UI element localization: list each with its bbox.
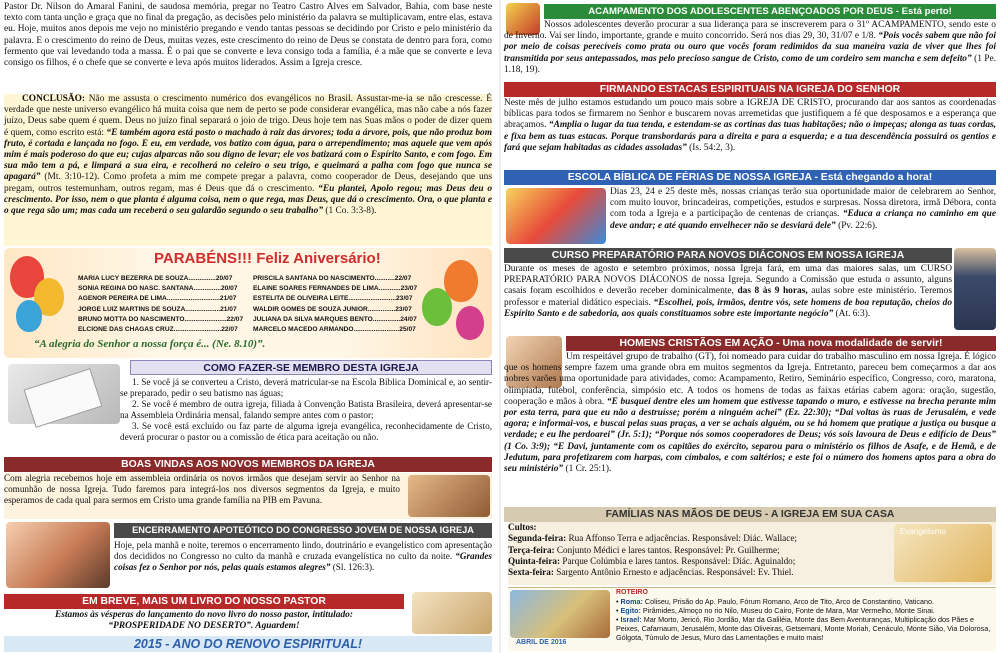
intro-text: Pastor Dr. Nilson do Amaral Fanini, de saudosa memória, pregar no Teatro Castro Alves em Salvador, Bahia, com base neste texto com tanta unção e graça que no final da pregação, as decisões pelo ministério da palavra se multiplicavam, entre elas, estava eu. Hoje, muitos anos depois me vejo no ministério pregando e vendo tantas pessoas se decidindo por Cristo e pelo ministério da palavra. E o crescimento do reino de Deus, muitas vezes, este crescimento do reino de Deus se constata de dentro para fora, como fermento que vai levedando toda a massa. É o pai que se converte e leva consigo toda a família, é a mãe que se converte e leva consigo os filhos, é o chefe que se converte e leva após muitos liderados. Assim a Igreja cresce. bbox=[4, 2, 492, 69]
conclusao-quote-2: “Eu plantei, Apolo regou; mas Deus deu o crescimento. Por isso, nem o que planta é alguma coisa, nem o que rega, mas Deus, que dá o crescimento. Ora, o que planta e o que rega são um; mas cada um receberá o seu galardão segundo o seu trabalho” bbox=[4, 183, 493, 217]
birthday-row bbox=[78, 294, 428, 304]
diaconos-header: CURSO PREPARATÓRIO PARA NOVOS DIÁCONOS EM NOSSA IGREJA bbox=[504, 248, 952, 263]
intro-block bbox=[4, 2, 492, 92]
estacas-text: Neste mês de julho estamos estudando um pouco mais sobre a IGREJA DE CRISTO, procurando dar aos santos as coordenadas bíblicas para todos se firmarem no Senhor e buscarem novas arremetidas que justifiquem a fé que desposamos e a esperança que abraçamos. bbox=[504, 98, 996, 131]
birthday-entry: ELAINE SOARES FERNANDES DE LIMA............23/07 bbox=[253, 285, 418, 293]
diaconos-text: Durante os meses de agosto e setembro próximos, nossa Igreja fará, em uma das maiores salas, um CURSO PREPARATÓRIO PARA NOVOS DIÁCONOS de nossa Igreja. Segundo a Comissão que estuda o assunto, alguns casais foram escolhidos e deverão receber dominicalmente, bbox=[504, 264, 952, 297]
conclusao-block bbox=[4, 94, 492, 246]
right-column bbox=[504, 0, 1000, 653]
estacas-header: FIRMANDO ESTACAS ESPIRITUAIS NA IGREJA DO SENHOR bbox=[504, 82, 996, 97]
conclusao-quote-1: “E também agora está posto o machado à raiz das árvores; toda a árvore, pois, que não produz bom fruto, é cortada e lançada no fogo. E eu, em verdade, vos batizo com água, para o arrependimento; mas aquele que vem após mim é mais poderoso do que eu; cujas alparcas não sou digno de levar; ele vos batizará com o Espírito Santo, e com fogo. Em sua mão tem a pá, e limpará a sua eira, e recolherá no celeiro o seu trigo, e queimará a palha com fogo que nunca se apagará” bbox=[4, 127, 492, 183]
birthday-title: PARABÉNS!!! Feliz Aniversário! bbox=[154, 250, 381, 267]
book-icon bbox=[412, 592, 492, 634]
roteiro-item: • Israel: Mar Morto, Jericó, Rio Jordão, Mar da Galiléia, Monte das Bem Aventuranças, Multiplicação dos Pães e Peixes, Cafarnaum, Jerusalém, Monte das Oliveiras, Getsemani, Monte Moriah, Cenáculo, Monte Sião, Via Dolorosa, Gólgota, Túmulo de Jesus, Muro das Lamentações e muito mais! bbox=[616, 615, 991, 642]
birthday-entry: SONIA REGINA DO NASC. SANTANA...............20/07 bbox=[78, 285, 238, 293]
homens-block bbox=[504, 352, 996, 508]
estacas-ref: (Is. 54:2, 3). bbox=[689, 142, 736, 153]
birthday-entry: JORGE LUIZ MARTINS DE SOUZA...................21/07 bbox=[78, 305, 237, 313]
birthday-entry: MARCELO MACEDO ARMANDO.........................25/07 bbox=[253, 326, 416, 334]
balloon-icon bbox=[456, 306, 484, 340]
birthday-entry: JULIANA DA SILVA MARQUES BENTO...............24/07 bbox=[253, 315, 417, 323]
roteiro-date: ABRIL DE 2016 bbox=[516, 639, 567, 646]
estacas-block bbox=[504, 98, 996, 170]
membro-header: COMO FAZER-SE MEMBRO DESTA IGREJA bbox=[130, 360, 492, 375]
preacher-icon bbox=[954, 248, 996, 330]
acamp-block bbox=[504, 20, 996, 80]
birthday-entry: AGENOR PEREIRA DE LIMA.............................21/07 bbox=[78, 295, 237, 303]
boasvindas-block bbox=[4, 473, 492, 519]
evangelism-image bbox=[894, 524, 992, 582]
homens-ref: (1 Cr. 25:1). bbox=[565, 464, 612, 475]
diaconos-hours: das 8 às 9 horas, bbox=[737, 286, 808, 297]
membro-item-2: 2. Se você é membro de outra igreja, filiada à Convenção Batista Brasileira, deverá apresentar-se na Assembleia Ordinária mensal, falando sempre antes com o pastor; bbox=[120, 399, 492, 420]
birthday-list bbox=[78, 274, 428, 335]
cultos-label: Cultos: bbox=[508, 522, 537, 532]
roteiro-item: • Egito: Pirâmides, Almoço no rio Nilo, Museu do Cairo, Fonte de Mara, Mar Vermelho, Monte Sinai. bbox=[616, 606, 935, 615]
birthday-row bbox=[78, 305, 428, 315]
homens-quote: “E busquei dentre eles um homem que estivesse tapando o muro, e estivesse na brecha perante mim por esta terra, para que eu não a destruísse; porém a ninguém achei” (Ez. 22:30); “Dai voltas às ruas de Jerusalém, e vede agora; e informai-vos, e buscai pelas suas praças, a ver se achais alguém, ou se há homem que pratique a justiça ou busque a verdade; e eu lhe perdoarei” (Jr. 5:1); “Porque nós somos cooperadores de Deus; vós sois lavoura de Deus e edifício de Deus” (1 Co. 3:9); “E Davi, juntamente com os capitães do exército, separou para o ministério os filhos de Asafe, e de Hemã, e de Jedutum, para profetizarem com harpas, com címbalos, e com saltérios; e este foi o número dos homens aptos para a obra do seu ministério” bbox=[504, 396, 996, 475]
congresso-quote: “Grandes coisas fez o Senhor por nós, pelas quais estamos alegres” bbox=[114, 551, 492, 572]
homens-header: HOMENS CRISTÃOS EM AÇÃO - Uma nova modalidade de servir! bbox=[566, 336, 996, 351]
ebf-text: Dias 23, 24 e 25 deste mês, nossas crianças terão sua oportunidade maior de celebrarem ao Senhor, com muito louvor, brincadeiras, competições, estudos e surpresas. Nossa diretora, irmã Débora, conta com toda a Igreja e a participação de centenas de crianças. bbox=[610, 187, 996, 220]
congresso-ref: (Sl. 126:3). bbox=[332, 562, 375, 572]
balloon-icon bbox=[16, 300, 42, 332]
estacas-quote: “Amplia o lugar da tua tenda, e estendam-se as cortinas das tuas habitações; não o impeças; alonga as tuas cordas, e fixa bem as tuas estacas. Porque transbordarás para a direita e para a esquerda; e a tua descendência possuirá os gentios e fará que sejam habitadas as cidades assoladas” bbox=[504, 120, 997, 153]
roteiro-text-1: Coliseu, Prisão do Ap. Paulo, Fórum Romano, Arco de Tito, Arco de Constantino, Vaticano. bbox=[644, 597, 935, 606]
roteiro-place-2: Egito: bbox=[620, 606, 641, 615]
conclusao-text: Não me assusta o crescimento numérico dos evangélicos no Brasil. Assustar-me-ia se não crescesse. É verdade que neste universo evangélico há muita coisa que nem de perto se pode considerar evangélica, mas não cabe a nós fazer juízo, Deus sabe quem é quem. Deus no juízo final separará o joio de trigo. Deus hoje tem nas Suas mãos o poder de dizer quem é quem, como escrito está: bbox=[4, 94, 492, 138]
roteiro-text-3: Mar Morto, Jericó, Rio Jordão, Mar da Galiléia, Monte das Bem Aventuranças, Multiplicação dos Pães e Peixes, Cafarnaum, Jerusalém, Monte das Oliveiras, Getsemani, Monte Moriah, Cenáculo, Monte Sião, Via Dolorosa, Gólgota, Túmulo de Jesus, Muro das Lamentações e muito mais! bbox=[616, 615, 991, 642]
ebf-block bbox=[610, 187, 996, 247]
roteiro-place-3: Israel: bbox=[620, 615, 642, 624]
conclusao-ref-2: (1 Co. 3:3-8). bbox=[325, 206, 377, 217]
birthday-row bbox=[78, 274, 428, 284]
cultos-block bbox=[508, 522, 996, 585]
acamp-text: Nossos adolescentes deverão procurar a sua liderança para se inscreverem para o 31º ACAMPAMENTO, sendo este o de Inverno. Vai ser lindo, importante, grande e muito concorrido. Será nos dias 29, 30, 31/07 e 1/8. bbox=[504, 20, 996, 42]
roteiro-label: ROTEIRO bbox=[616, 589, 648, 596]
culto-text-4: Sargento Antônio Ernesto e adjacências. Responsável: Ev. Thiel. bbox=[556, 567, 794, 578]
roteiro-text-2: Pirâmides, Almoço no rio Nilo, Museu do Cairo, Fonte de Mara, Mar Vermelho, Monte Sinai. bbox=[642, 606, 935, 615]
culto-text-3: Parque Colúmbia e lares tantos. Responsável: Diác. Aguinaldo; bbox=[562, 555, 796, 566]
conclusao-label: CONCLUSÃO: bbox=[22, 94, 86, 104]
travel-map-image bbox=[510, 590, 610, 638]
boasvindas-header: BOAS VINDAS AOS NOVOS MEMBROS DA IGREJA bbox=[4, 457, 492, 472]
homens-text: Um respeitável grupo de trabalho (GT), foi nomeado para cuidar do trabalho masculino em nossa Igreja. É lógico que os homens sempre fazem uma grande obra em muitos segmentos da Igreja. Entretanto, pareceu bem começarmos a dar aos nobres varões uma oportunidade para atividades, como: Acampamento, Retiro, Seminário específico, Congresso, coro, maratona, olimpíada, futebol, conferência, simpósio etc. A todos os homens de todas as faixas etárias cabem agora: oração, sugestão, cooperação e mãos à obra. bbox=[504, 352, 996, 407]
birthday-quote: “A alegria do Senhor a nossa força é... (Ne. 8.10)”. bbox=[34, 338, 266, 350]
roteiro-place-1: Roma: bbox=[620, 597, 643, 606]
birthday-row bbox=[78, 325, 428, 335]
conclusao-ref-1: (Mt. 3:10-12). Como profeta a mim me compete pregar a palavra, como cooperador de Deus, desejando que uns pregam, outros testemunham, outros regam, mas é Deus que dá o crescimento. bbox=[4, 172, 493, 194]
diaconos-block bbox=[504, 264, 952, 334]
birthday-entry: WALDIR GOMES DE SOUZA JUNIOR...............23/07 bbox=[253, 305, 412, 313]
roteiro-item: • Roma: Coliseu, Prisão do Ap. Paulo, Fórum Romano, Arco de Tito, Arco de Constantino, Vaticano. bbox=[616, 597, 935, 606]
birthday-entry: ELCIONE DAS CHAGAS CRUZ..........................22/07 bbox=[78, 326, 238, 334]
youth-group-icon bbox=[6, 522, 110, 588]
birthday-panel bbox=[4, 248, 492, 358]
birthday-entry: PRISCILA SANTANA DO NASCIMENTO...........22/07 bbox=[253, 275, 412, 282]
envelope-icon bbox=[8, 364, 120, 424]
congresso-header: ENCERRAMENTO APOTEÓTICO DO CONGRESSO JOVEM DE NOSSA IGREJA bbox=[114, 523, 492, 538]
year-theme-banner: 2015 - ANO DO RENOVO ESPIRITUAL! bbox=[4, 636, 492, 652]
livro-line-1: Estamos às vésperas do lançamento do novo livro do nosso pastor, intitulado: bbox=[55, 610, 353, 620]
birthday-row bbox=[78, 315, 428, 325]
livro-block bbox=[4, 610, 404, 636]
boasvindas-text: Com alegria recebemos hoje em assembleia ordinária os novos irmãos que desejam servir ao Senhor na comunhão de nossa Igreja. Tudo faremos para integrá-los nos diversos segmentos da Igreja, e muito esperamos de cada qual para sermos em Cristo uma grande família na PIB em Pavuna. bbox=[4, 473, 400, 505]
birthday-entry: MARIA LUCY BEZERRA DE SOUZA...............20/07 bbox=[78, 275, 233, 282]
ebf-header: ESCOLA BÍBLICA DE FÉRIAS DE NOSSA IGREJA - Está chegando a hora! bbox=[504, 170, 996, 185]
left-column bbox=[0, 0, 496, 653]
culto-day-3: Quinta-feira: bbox=[508, 555, 561, 566]
livro-header: EM BREVE, MAIS UM LIVRO DO NOSSO PASTOR bbox=[4, 594, 404, 609]
membro-block bbox=[120, 377, 492, 449]
acamp-ref: (1 Pe. 1.18, 19). bbox=[504, 53, 997, 75]
birthday-entry: ESTELITA DE OLIVEIRA LEITE..........................23/07 bbox=[253, 295, 413, 303]
congresso-text: Hoje, pela manhã e noite, teremos o encerramento lindo, doutrinário e evangelístico com apresentação dos decididos no Congresso no culto da manhã e cruzada evangelística no culto da noite. bbox=[114, 540, 492, 561]
ebf-ref: (Pv. 22:6). bbox=[838, 220, 878, 231]
acamp-header: ACAMPAMENTO DOS ADOLESCENTES ABENÇOADOS POR DEUS - Está perto! bbox=[544, 4, 996, 19]
evangelismo-label: Evangelismo bbox=[900, 527, 946, 536]
culto-text-1: Rua Affonso Terra e adjacências. Responsável: Diác. Wallace; bbox=[568, 533, 797, 544]
livro-line-2: “PROSPERIDADE NO DESERTO”. Aguardem! bbox=[108, 621, 300, 631]
acamp-quote: “Pois vocês sabem que não foi por meio de coisas perecíveis como prata ou ouro que vocês foram redimidos da sua maneira vazia de viver que lhes foi transmitida por seus antepassados, mas pelo precioso sangue de Cristo, como de um cordeiro sem mancha e sem defeito” bbox=[504, 31, 997, 64]
membro-item-3: 3. Se você está excluído ou faz parte de alguma igreja evangélica, reconhecidamente de Cristo, deverá procurar o pastor ou a comissão de ética para aceitação ou não. bbox=[120, 421, 492, 442]
ebf-quote: “Educa a criança no caminho em que deve andar; e até quando envelhecer não se desviará dele” bbox=[610, 209, 997, 231]
column-divider bbox=[499, 0, 501, 653]
congresso-block bbox=[114, 540, 492, 590]
birthday-entry: BRUNO MOTTA DO NASCIMENTO.......................22/07 bbox=[78, 315, 244, 323]
diaconos-quote: “Escolhei, pois, irmãos, dentre vós, sete homens de boa reputação, cheios do Espírito Santo e de sabedoria, aos quais constituamos sobre este importante negócio” bbox=[504, 297, 953, 319]
birthday-row bbox=[78, 284, 428, 294]
membro-item-1: 1. Se você já se converteu a Cristo, deverá matricular-se na Escola Bíblica Dominical e, ao sentir-se preparado, pedir o seu batismo nas águas; bbox=[120, 377, 492, 398]
culto-day-1: Segunda-feira: bbox=[508, 533, 567, 544]
culto-text-2: Conjunto Médici e lares tantos. Responsável: Pr. Guilherme; bbox=[556, 544, 780, 555]
kids-icon bbox=[506, 188, 606, 244]
roteiro-block bbox=[508, 587, 996, 651]
culto-day-2: Terça-feira: bbox=[508, 544, 555, 555]
diaconos-ref: (At. 6:3). bbox=[835, 308, 871, 319]
diaconos-text-2: aulas sobre este ministério. Teremos professor e material didático especiais. bbox=[504, 286, 952, 308]
handshake-icon bbox=[408, 475, 490, 517]
roteiro-list bbox=[616, 588, 996, 642]
culto-day-4: Sexta-feira: bbox=[508, 567, 554, 578]
familias-header: FAMÍLIAS NAS MÃOS DE DEUS - A IGREJA EM SUA CASA bbox=[504, 507, 996, 522]
